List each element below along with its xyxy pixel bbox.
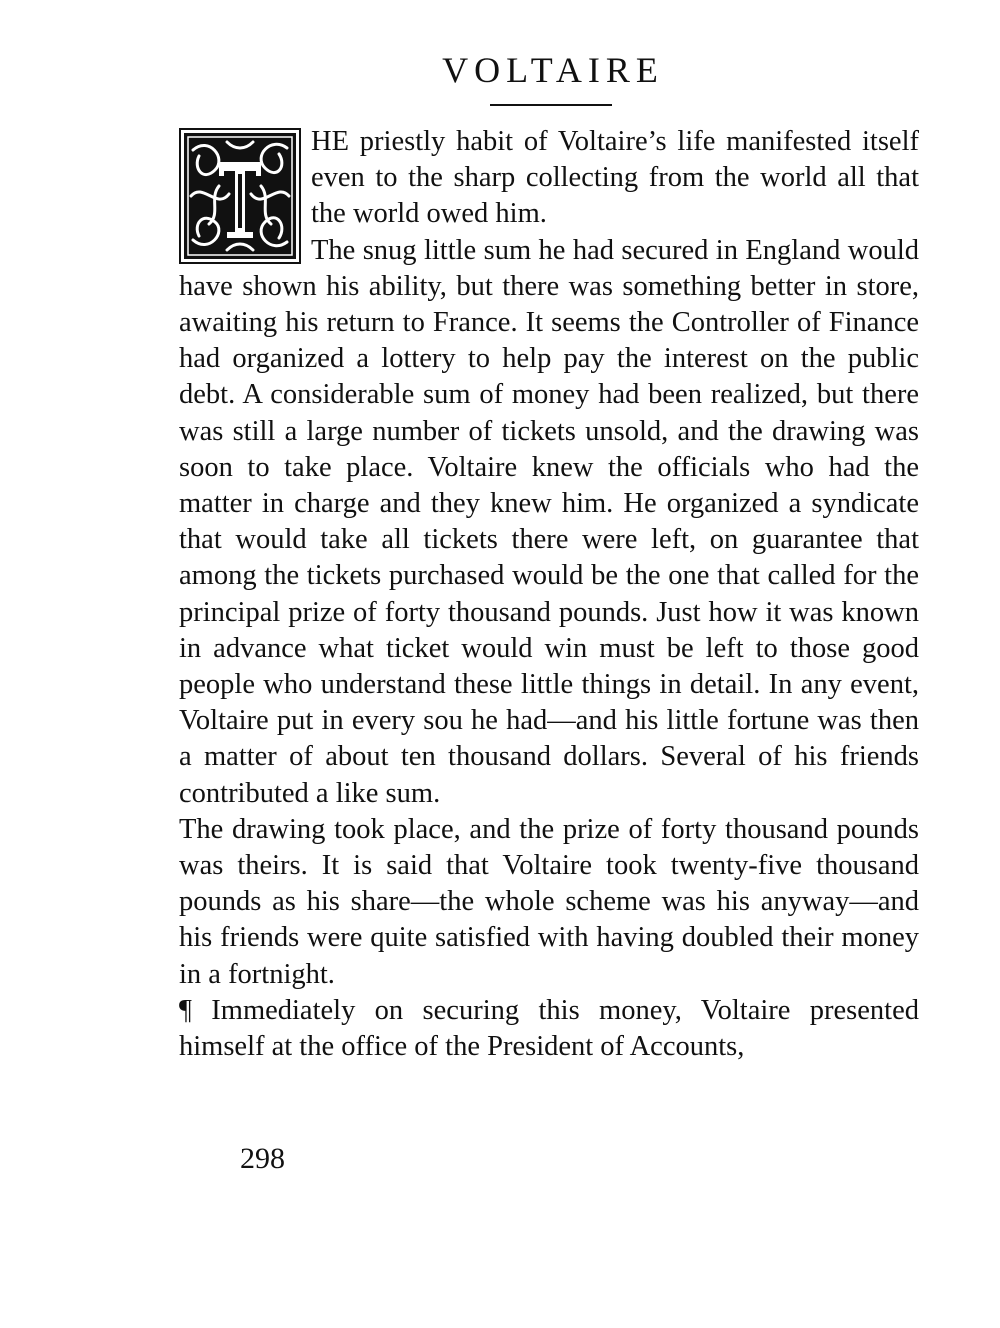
- running-title: VOLTAIRE: [442, 50, 664, 90]
- ornamental-initial-icon: [179, 128, 301, 264]
- title-rule: [490, 104, 612, 106]
- page-number: 298: [240, 1142, 285, 1175]
- paragraph-opening: HE priestly habit of Voltaire’s life manifested itself even to the sharp collecting from the world all that the world owed him.: [311, 126, 919, 230]
- paragraph-lottery: The snug little sum he had secured in England would have shown his ability, but there was something better in store, awaiting his return to France. It seems the Controller of Finance had organized a lottery to help pay the interest on the public debt. A considerable sum of money had been realized, but there was still a large number of tickets unsold, and the drawing was soon to take place. Voltaire knew the officials who had the matter in charge and they knew him. He organized a syndicate that would take all tickets there were left, on guarantee that among the tickets purchased would be the one that called for the principal prize of forty thousand pounds. Just how it was known in advance what ticket would win must be left to those good people who understand these little things in detail. In any event, Voltaire put in every sou he had—and his little fortune was then a matter of about ten thousand dollars. Several of his friends contributed a like sum.: [179, 234, 919, 809]
- paragraph-president: ¶ Immediately on securing this money, Voltaire presented himself at the office of the President of Accounts,: [179, 994, 919, 1063]
- paragraph-drawing: The drawing took place, and the prize of forty thousand pounds was theirs. It is said that Voltaire took twenty-five thousand pounds as his share—the whole scheme was his anyway—and his friends were quite satisfied with having doubled their money in a fortnight.: [179, 813, 919, 990]
- page-body: [179, 124, 919, 1065]
